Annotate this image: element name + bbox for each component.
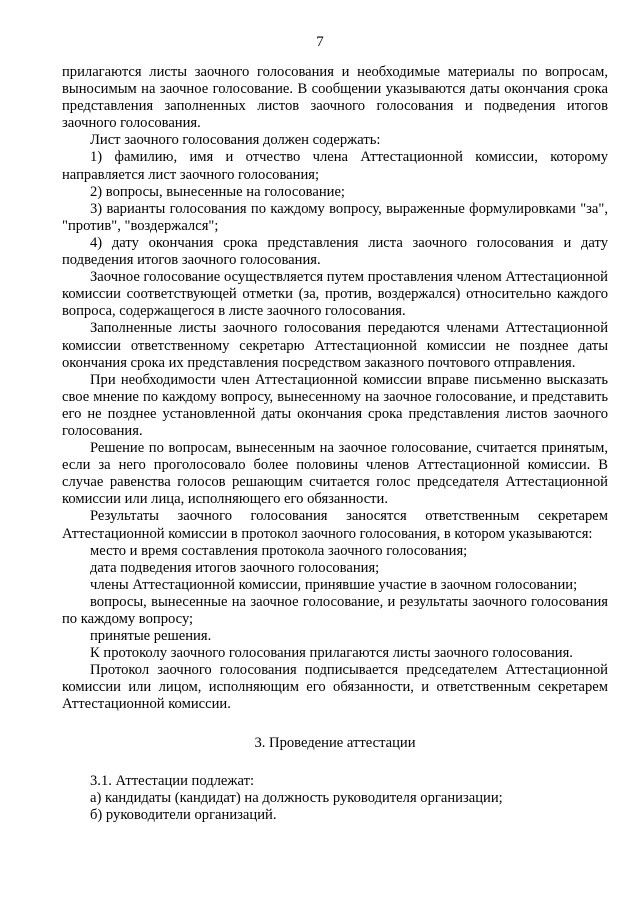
paragraph-ballot-item-3: 3) варианты голосования по каждому вопросу, выраженные формулировками "за", "против", "воздержался"; (62, 200, 608, 234)
paragraph-continuation: прилагаются листы заочного голосования и необходимые материалы по вопросам, выносимым на заочное голосование. В сообщении указываются даты окончания срока представления заполненных листов заочного голосования и подведения итогов заочного голосования. (62, 64, 608, 132)
paragraph-protocol-item-members: члены Аттестационной комиссии, принявшие участие в заочном голосовании; (90, 576, 578, 593)
paragraph-ballot-contents-intro: Лист заочного голосования должен содержать: (90, 132, 381, 149)
paragraph-protocol-contents-intro: Результаты заочного голосования заносятся ответственным секретарем Аттестационной комиссии в протокол заочного голосования, в котором указываются: (62, 508, 608, 542)
paragraph-protocol-item-place-time: место и время составления протокола заочного голосования; (90, 542, 468, 559)
paragraph-protocol-item-decisions: принятые решения. (90, 628, 212, 645)
paragraph-ballot-item-1: 1) фамилию, имя и отчество члена Аттестационной комиссии, которому направляется лист заочного голосования; (62, 149, 608, 183)
paragraph-section-3-1-a: а) кандидаты (кандидат) на должность руководителя организации; (90, 789, 503, 806)
paragraph-ballot-item-2: 2) вопросы, вынесенные на голосование; (90, 183, 345, 200)
paragraph-section-3-1-b: б) руководители организаций. (90, 806, 277, 823)
paragraph-protocol-attachments: К протоколу заочного голосования прилагаются листы заочного голосования. (90, 645, 573, 662)
paragraph-section-3-1: 3.1. Аттестации подлежат: (90, 772, 255, 789)
paragraph-decision-rule: Решение по вопросам, вынесенным на заочное голосование, считается принятым, если за него проголосовало более половины членов Аттестационной комиссии. В случае равенства голосов решающим считается голос председателя Аттестационной комиссии или лица, исполняющего его обязанности. (62, 440, 608, 508)
page-number: 7 (316, 34, 324, 50)
section-heading: 3. Проведение аттестации (254, 734, 416, 751)
document-body (62, 64, 608, 824)
paragraph-written-opinion: При необходимости член Аттестационной комиссии вправе письменно высказать свое мнение по каждому вопросу, вынесенному на заочное голосование, и представить его не позднее установленной даты окончания срока представления листов заочного голосования. (62, 371, 608, 439)
paragraph-ballot-submission: Заполненные листы заочного голосования передаются членами Аттестационной комиссии ответственному секретарю Аттестационной комиссии не позднее даты окончания срока их представления посредством заказного почтового отправления. (62, 320, 608, 371)
paragraph-voting-procedure: Заочное голосование осуществляется путем проставления членом Аттестационной комиссии соответствующей отметки (за, против, воздержался) относительно каждого вопроса, содержащегося в листе заочного голосования. (62, 269, 608, 320)
paragraph-protocol-item-date: дата подведения итогов заочного голосования; (90, 559, 380, 576)
paragraph-protocol-signing: Протокол заочного голосования подписывается председателем Аттестационной комиссии или лицом, исполняющим его обязанности, и ответственным секретарем Аттестационной комиссии. (62, 662, 608, 713)
paragraph-protocol-item-questions: вопросы, вынесенные на заочное голосование, и результаты заочного голосования по каждому вопросу; (62, 593, 608, 627)
paragraph-ballot-item-4: 4) дату окончания срока представления листа заочного голосования и дату подведения итогов заочного голосования. (62, 234, 608, 269)
